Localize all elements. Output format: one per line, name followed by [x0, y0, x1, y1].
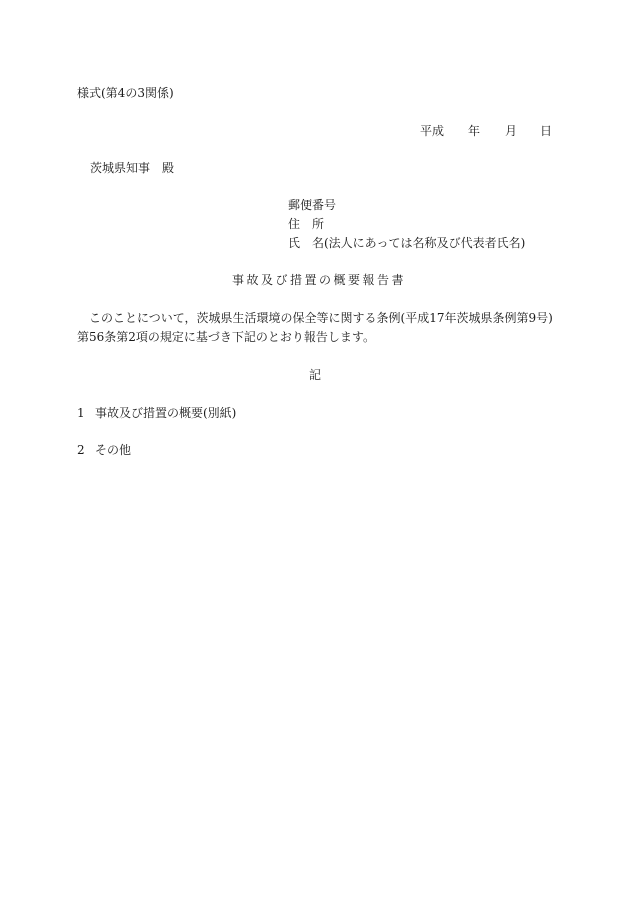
- addressee-honorific: 殿: [162, 161, 175, 175]
- date-day: 日: [540, 124, 553, 138]
- sender-name-char-1: 氏: [288, 236, 301, 250]
- sender-postal-label: 郵便番号: [288, 198, 337, 212]
- list-item-text: 事故及び措置の概要(別紙): [95, 406, 237, 420]
- list-item: [77, 405, 236, 421]
- date-era: 平成: [420, 124, 445, 138]
- date-year: 年: [468, 124, 481, 138]
- date-month: 月: [505, 124, 518, 138]
- addressee-name: 茨城県知事: [90, 161, 151, 175]
- sender-name-rest: 名(法人にあっては名称及び代表者氏名): [312, 236, 526, 250]
- list-item-number: 1: [77, 406, 85, 420]
- ki-heading: 記: [308, 368, 321, 382]
- sender-name-label: [288, 235, 526, 251]
- addressee: [90, 160, 174, 176]
- list-item: [77, 442, 131, 458]
- sender-address-label: [288, 216, 336, 232]
- list-item-text: その他: [95, 443, 132, 457]
- document-title: 事故及び措置の概要報告書: [231, 273, 406, 287]
- list-item-number: 2: [77, 443, 85, 457]
- sender-address-char-2: 所: [312, 217, 325, 231]
- form-label: 様式(第4の3関係): [77, 86, 174, 100]
- body-text-line-2: 第56条第2項の規定に基づき下記のとおり報告します。: [77, 330, 375, 344]
- body-text-line-1: このことについて，茨城県生活環境の保全等に関する条例(平成17年茨城県条例第9号): [89, 311, 553, 325]
- sender-address-char-1: 住: [288, 217, 301, 231]
